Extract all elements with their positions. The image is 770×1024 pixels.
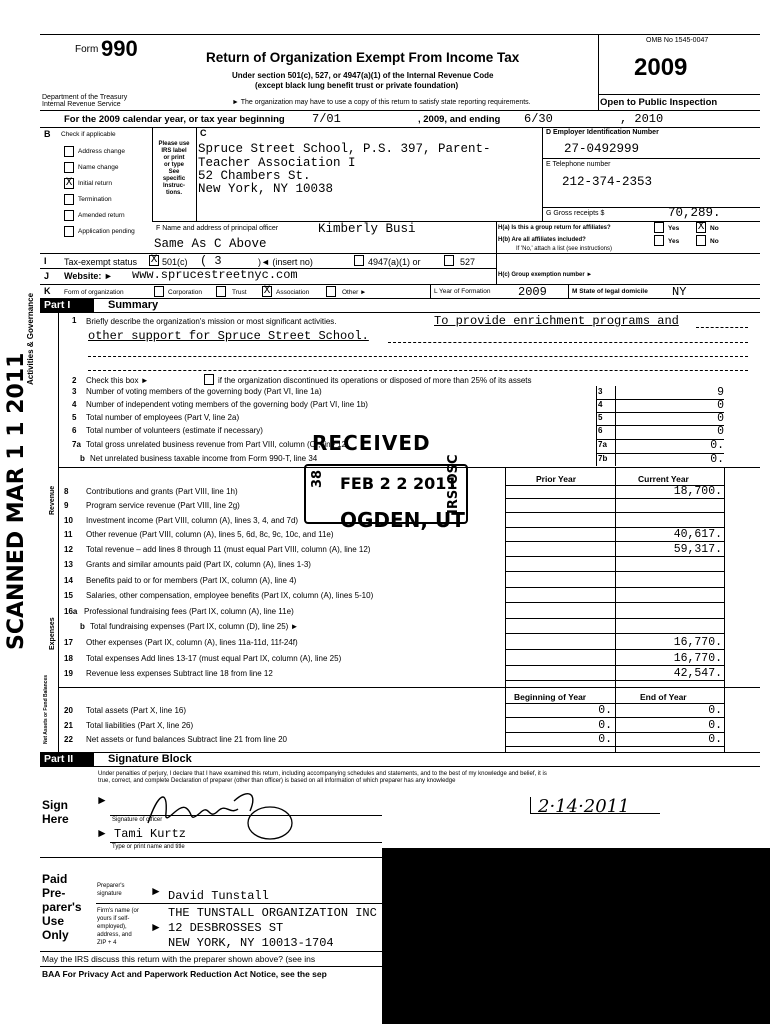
line1-text: Briefly describe the organization's mission or most significant activities.: [86, 317, 337, 326]
gov-line-3: 3 Number of voting members of the governing body (Part VI, line 1a) 3 9: [72, 386, 724, 399]
year-formation-label: L Year of Formation: [434, 288, 491, 295]
hc-label: H(c) Group exemption number ►: [498, 272, 593, 278]
amended-return-checkbox[interactable]: [64, 210, 74, 221]
gov-line-4: 4 Number of independent voting members of the governing body (Part VI, line 1b) 4 0: [72, 399, 724, 412]
line1-num: 1: [72, 316, 77, 325]
name-title-label: Type or print name and title: [112, 844, 185, 850]
line-text: Other expenses (Part IX, column (A), lines 11a-11d, 11f-24f): [86, 638, 298, 647]
beginning-year-header: Beginning of Year: [514, 692, 587, 702]
tax-year-begin: 7/01: [312, 112, 341, 126]
line-value-col2: 16,770.: [673, 651, 722, 665]
sign-arrow-icon: ►: [96, 793, 108, 807]
row-rule: [505, 587, 724, 588]
received-date-stamp: FEB 2 2 2011: [340, 474, 458, 493]
line-text: Professional fundraising fees (Part IX, column (A), line 11e): [84, 606, 294, 616]
firm-arrow-icon: ►: [150, 920, 162, 934]
gov-line-6: 6 Total number of volunteers (estimate if necessary) 6 0: [72, 425, 724, 438]
line-text: Total revenue – add lines 8 through 11 (must equal Part VIII, column (A), line 12): [86, 544, 371, 554]
line-number: 19: [64, 669, 73, 679]
termination-label: Termination: [78, 196, 112, 203]
side-label-expenses: Expenses: [49, 617, 56, 650]
ha-no-label: No: [710, 225, 719, 232]
officer-name: Tami Kurtz: [114, 827, 187, 841]
open-public-inspection: Open to Public Inspection: [600, 97, 718, 108]
line-text: Total expenses Add lines 13-17 (must equal Part IX, column (A), line 25): [86, 653, 342, 663]
line-text: Net assets or fund balances Subtract line 21 from line 20: [86, 735, 287, 744]
phone-label: E Telephone number: [546, 161, 611, 168]
line-number: 21: [64, 720, 73, 730]
line-value-col2: 16,770.: [673, 636, 722, 649]
row-rule: [505, 746, 724, 747]
paid-preparer-label: Paid Pre- parer's Use Only: [42, 872, 82, 942]
mission-line2: other support for Spruce Street School.: [88, 329, 369, 343]
discontinued-checkbox[interactable]: [204, 374, 214, 385]
received-stamp: RECEIVED: [312, 431, 431, 455]
line2-num: 2: [72, 376, 77, 385]
gov-line-5: 5 Total number of employees (Part V, line 2a) 5 0: [72, 412, 724, 425]
initial-return-checkbox[interactable]: X: [65, 177, 73, 189]
baa-notice: BAA For Privacy Act and Paperwork Reduction Act Notice, see the sep: [42, 969, 327, 979]
line-number: 13: [64, 560, 73, 569]
line-text: Investment income (Part VIII, column (A), lines 3, 4, and 7d): [86, 515, 299, 525]
tax-year-end-year: , 2010: [620, 112, 664, 126]
line2-text: Check this box ►: [86, 376, 149, 385]
other-org-checkbox[interactable]: [326, 286, 336, 297]
section-i-label: I: [44, 256, 47, 266]
row-rule: [505, 732, 724, 733]
row-rule: [505, 571, 724, 572]
state-domicile-label: M State of legal domicile: [572, 288, 648, 295]
section-b-label: B: [44, 129, 51, 139]
address-change-label: Address change: [78, 148, 125, 155]
form-label: Form: [75, 44, 99, 55]
row-rule: [505, 633, 724, 634]
part2-label: Part II: [44, 753, 74, 765]
line-number: 22: [64, 735, 73, 744]
gross-receipts-value: 70,289.: [668, 206, 721, 220]
name-change-label: Name change: [78, 164, 119, 171]
org-name-line1: Spruce Street School, P.S. 397, Parent-: [198, 142, 491, 156]
row-rule: [505, 717, 724, 718]
row-rule: [505, 556, 724, 557]
penalty-text-2: true, correct, and complete Declaration of preparer (other than officer) is based on all information of which preparer has any knowledge: [98, 778, 456, 784]
ha-label: H(a) Is this a group return for affiliates?: [498, 225, 611, 231]
line-value-col2: 18,700.: [673, 485, 722, 498]
corporation-checkbox[interactable]: [154, 286, 164, 297]
section-b-sub: Check if applicable: [61, 131, 116, 138]
amended-return-label: Amended return: [78, 212, 125, 219]
ha-yes-checkbox[interactable]: [654, 222, 664, 233]
phone-value: 212-374-2353: [562, 175, 653, 189]
part1-label: Part I: [44, 299, 71, 311]
application-pending-label: Application pending: [78, 228, 135, 235]
line-text: Revenue less expenses Subtract line 18 from line 12: [86, 669, 273, 679]
line-number: 16a: [64, 606, 78, 616]
line-value-col2: 42,547.: [673, 667, 722, 681]
stamp-irs-osc: IRS-OSC: [446, 454, 461, 514]
line-value-col1: 0.: [598, 718, 612, 732]
sign-label: Sign: [42, 798, 68, 812]
501c-number: ( 3: [200, 254, 222, 268]
redaction-block: [382, 848, 770, 1024]
line-number: 9: [64, 501, 69, 511]
application-pending-checkbox[interactable]: [64, 226, 74, 237]
line-text: Total fundraising expenses (Part IX, column (D), line 25) ►: [90, 622, 299, 632]
tax-year: 2009: [634, 54, 688, 81]
part1-title: Summary: [108, 299, 159, 311]
signature-date: 2·14·2011: [538, 796, 630, 817]
signature-label: Signature of officer: [112, 817, 163, 823]
hb-label: H(b) Are all affiliates included?: [498, 237, 586, 243]
line-value-col1: 0.: [598, 733, 612, 746]
form-subtitle-2: (except black lung benefit trust or private foundation): [255, 81, 459, 90]
gov-line-7b: b Net unrelated business taxable income from Form 990-T, line 34 7b 0.: [80, 453, 724, 466]
line-number: b: [80, 622, 85, 632]
501c-checkbox[interactable]: X: [150, 254, 158, 266]
gov-line-7a: 7a Total gross unrelated business revenue from Part VIII, column (C), line 12 7a 0.: [72, 439, 724, 452]
line-number: 15: [64, 591, 73, 601]
prior-year-header: Prior Year: [536, 474, 577, 484]
trust-label: Trust: [232, 289, 247, 296]
hb-yes-label: Yes: [668, 238, 680, 245]
line-number: 14: [64, 575, 73, 585]
omb-number: OMB No 1545-0047: [646, 37, 709, 44]
row-rule: [505, 618, 724, 619]
scanned-stamp: SCANNED MAR 1 1 2011: [4, 352, 29, 650]
dept-line2: Internal Revenue Service: [42, 101, 121, 108]
name-arrow-icon: ►: [96, 826, 108, 840]
year-formation-value: 2009: [518, 285, 547, 299]
org-city: New York, NY 10038: [198, 182, 334, 196]
gross-receipts-label: G Gross receipts $: [546, 210, 605, 217]
org-name-line2: Teacher Association I: [198, 156, 356, 170]
tax-year-end: 6/30: [524, 112, 553, 126]
section-j-label: J: [44, 271, 50, 281]
firm-city: NEW YORK, NY 10013-1704: [168, 936, 334, 950]
4947-label: 4947(a)(1) or: [368, 257, 421, 267]
mission-line1: To provide enrichment programs and: [434, 314, 679, 328]
line-value-col1: 0.: [598, 704, 612, 717]
firm-address: 12 DESBROSSES ST: [168, 921, 284, 935]
line-value-col2: 0.: [708, 704, 722, 717]
hb-note: If 'No,' attach a list (see instructions): [516, 246, 612, 252]
line-number: 20: [64, 706, 73, 715]
501c-label: 501(c): [162, 257, 188, 267]
line-number: 11: [64, 530, 73, 540]
dept-line1: Department of the Treasury: [42, 94, 128, 101]
preparer-sig-label-1: Preparer's: [97, 883, 125, 889]
website-label: Website: ►: [64, 271, 113, 281]
line-text: Other revenue (Part VIII, column (A), lines 5, 6d, 8c, 9c, 10c, and 11e): [86, 530, 334, 540]
tax-year-mid: , 2009, and ending: [418, 114, 501, 125]
side-label-activities: Activities & Governance: [26, 292, 35, 385]
hb-yes-checkbox[interactable]: [654, 235, 664, 246]
discuss-question: May the IRS discuss this return with the preparer shown above? (see ins: [42, 954, 316, 964]
tax-year-label: For the 2009 calendar year, or tax year beginning: [64, 114, 285, 125]
termination-checkbox[interactable]: [64, 194, 74, 205]
stamp-border: [304, 464, 468, 524]
row-rule: [505, 602, 724, 603]
preparer-sig-label-2: signature: [97, 891, 122, 897]
form-title: Return of Organization Exempt From Income Tax: [206, 50, 520, 65]
received-city-stamp: OGDEN, UT: [340, 508, 465, 532]
tax-exempt-status-label: Tax-exempt status: [64, 257, 138, 267]
part2-title: Signature Block: [108, 753, 192, 765]
row-rule: [505, 665, 724, 666]
form-of-org-label: Form of organization: [64, 289, 124, 296]
hb-no-label: No: [710, 238, 719, 245]
current-year-header: Current Year: [638, 474, 689, 484]
side-label-revenue: Revenue: [49, 485, 56, 515]
side-label-net-assets: Net Assets or Fund Balances: [43, 674, 49, 744]
row-rule: [505, 498, 724, 499]
section-c-label: C: [200, 128, 207, 138]
insert-number-label: )◄ (insert no): [258, 257, 313, 267]
stamp-number: 38: [310, 469, 325, 488]
section-k-label: K: [44, 286, 51, 296]
row-rule: [505, 512, 724, 513]
4947-checkbox[interactable]: [354, 255, 364, 266]
trust-checkbox[interactable]: [216, 286, 226, 297]
association-checkbox[interactable]: X: [263, 285, 271, 297]
principal-officer-label: F Name and address of principal officer: [156, 225, 279, 232]
line-text: Total assets (Part X, line 16): [86, 706, 187, 715]
ein-value: 27-0492999: [564, 142, 640, 156]
here-label: Here: [42, 812, 69, 826]
line-value-col2: 0.: [708, 733, 722, 746]
line-number: 12: [64, 544, 73, 554]
row-rule: [505, 649, 724, 650]
state-domicile-value: NY: [672, 285, 687, 299]
principal-officer-address: Same As C Above: [154, 237, 267, 251]
line-value-col2: 40,617.: [673, 528, 722, 542]
527-label: 527: [460, 257, 476, 267]
line-text: Program service revenue (Part VIII, line 2g): [86, 501, 240, 511]
firm-name: THE TUNSTALL ORGANIZATION INC: [168, 906, 377, 920]
end-year-header: End of Year: [640, 692, 687, 702]
hb-no-checkbox[interactable]: [696, 235, 706, 246]
form-subtitle-1: Under section 501(c), 527, or 4947(a)(1) of the Internal Revenue Code: [232, 71, 494, 80]
line-text: Contributions and grants (Part VIII, line 1h): [86, 487, 238, 496]
line-text: Salaries, other compensation, employee benefits (Part IX, column (A), lines 5-10): [86, 591, 374, 601]
association-label: Association: [276, 289, 310, 296]
name-change-checkbox[interactable]: [64, 162, 74, 173]
other-org-label: Other ►: [342, 289, 367, 296]
form-note: ► The organization may have to use a copy of this return to satisfy state reporting requirements.: [232, 99, 531, 106]
ha-yes-label: Yes: [668, 225, 680, 232]
preparer-arrow-icon: ►: [150, 884, 162, 898]
irs-label-instructions: Please use IRS label or print or type See specific Instruc- tions.: [158, 141, 190, 196]
firm-label: Firm's name (or yours if self- employed), address, and ZIP + 4: [97, 908, 139, 946]
line-number: 18: [64, 653, 73, 663]
corporation-label: Corporation: [168, 289, 202, 296]
line-number: 17: [64, 638, 73, 647]
penalty-text-1: Under penalties of perjury, I declare that I have examined this return, including accompanying schedules and statements, and to the best of my knowledge and belief, it is: [98, 771, 547, 777]
line-number: 8: [64, 487, 69, 496]
principal-officer-name: Kimberly Busi: [318, 222, 416, 236]
line2-text2: if the organization discontinued its operations or disposed of more than 25% of its assets: [218, 376, 532, 385]
website-value[interactable]: www.sprucestreetnyc.com: [132, 268, 298, 282]
line-text: Benefits paid to or for members (Part IX, column (A), line 4): [86, 575, 297, 585]
org-street: 52 Chambers St.: [198, 169, 311, 183]
line-value-col2: 0.: [708, 718, 722, 732]
ein-label: D Employer Identification Number: [546, 129, 659, 136]
ha-no-checkbox[interactable]: X: [697, 221, 705, 233]
form-number: 990: [101, 36, 138, 61]
line-value-col2: 59,317.: [673, 542, 722, 556]
line-number: 10: [64, 515, 73, 525]
preparer-name: David Tunstall: [168, 889, 269, 903]
line-text: Grants and similar amounts paid (Part IX, column (A), lines 1-3): [86, 560, 311, 569]
initial-return-label: Initial return: [78, 180, 112, 187]
address-change-checkbox[interactable]: [64, 146, 74, 157]
row-rule: [505, 680, 724, 681]
527-checkbox[interactable]: [444, 255, 454, 266]
line-text: Total liabilities (Part X, line 26): [86, 720, 194, 730]
